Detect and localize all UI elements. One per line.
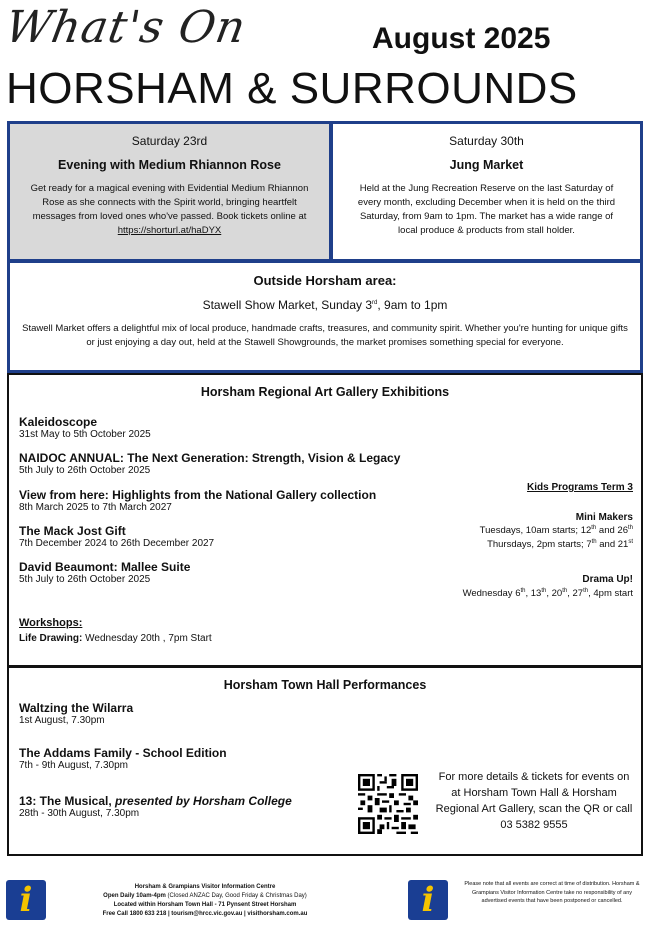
event-date: Saturday 23rd	[131, 134, 208, 148]
month-title: August 2025	[372, 22, 551, 55]
townhall-heading: Horsham Town Hall Performances	[223, 678, 427, 692]
region-title: HORSHAM & SURROUNDS	[6, 64, 578, 113]
event-description: Held at the Jung Recreation Reserve on the last Saturday of every month, excluding December when it is held on the third Saturday, from 9am to 1pm. The market has a wide range of local produce & products from stall holder.	[357, 183, 616, 236]
ticket-info: For more details & tickets for events on at Horsham Town Hall & Horsham Regional Art Gallery, scan the QR or call 03 5382 9555	[435, 771, 633, 831]
show-item: 13: The Musical, presented by Horsham College 28th - 30th August, 7.30pm	[19, 794, 292, 819]
phone-number[interactable]: 03 5382 9555	[500, 819, 568, 831]
centre-location: Located within Horsham Town Hall - 71 Pynsent Street Horsham	[113, 902, 297, 908]
disclaimer: Please note that all events are correct at time of distribution. Horsham & Grampians Visitor Information Centre take no responsibility of any advertised events that have been postponed or cancelled.	[464, 881, 640, 904]
visitor-centre-info	[80, 883, 330, 919]
outside-heading: Outside Horsham area:	[253, 273, 397, 288]
centre-name: Horsham & Grampians Visitor Information Centre	[134, 884, 276, 890]
show-item: The Addams Family - School Edition 7th - 9th August, 7.30pm	[19, 746, 227, 771]
event-card-jung-market	[330, 121, 643, 262]
gallery-heading: Horsham Regional Art Gallery Exhibitions	[200, 385, 450, 399]
event-description: Get ready for a magical evening with Evidential Medium Rhiannon Rose as she connects with the Spirit world, bringing heartfelt messages from loved ones who've passed. Book tickets online at	[30, 183, 309, 222]
booking-link[interactable]: https://shorturl.at/haDYX	[117, 225, 222, 236]
exhibition-item: NAIDOC ANNUAL: The Next Generation: Strength, Vision & Legacy 5th July to 26th October 2025	[19, 451, 401, 476]
life-drawing-line: Life Drawing: Wednesday 20th , 7pm Start	[19, 633, 212, 644]
show-item: Waltzing the Wilarra 1st August, 7.30pm	[19, 701, 134, 726]
drama-up-dates: Wednesday 6th, 13th, 20th, 27th, 4pm start	[462, 588, 633, 600]
outside-horsham-section	[7, 260, 643, 373]
kids-programs-heading: Kids Programs Term 3	[527, 482, 633, 493]
event-title: Evening with Medium Rhiannon Rose	[58, 158, 281, 172]
info-icon: i	[408, 880, 448, 920]
script-title: What's On	[1, 2, 251, 53]
exhibition-item: View from here: Highlights from the National Gallery collection 8th March 2025 to 7th March 2027	[19, 488, 377, 513]
stawell-description: Stawell Market offers a delightful mix of local produce, handmade crafts, treasures, and community spirit. Whether you're hunting for unique gifts or just enjoying a day out, held at the Stawell Showgrounds, the market promises something special for everyone.	[22, 323, 628, 348]
event-title: Jung Market	[449, 158, 524, 172]
gallery-section	[7, 373, 643, 667]
workshops-heading: Workshops:	[19, 617, 83, 629]
townhall-section	[7, 666, 643, 856]
centre-contact[interactable]: Free Call 1800 633 218 | tourism@hrcc.vic.gov.au | visithorsham.com.au	[102, 911, 308, 917]
mini-makers-title: Mini Makers	[575, 512, 633, 523]
opening-hours: Open Daily 10am-4pm (Closed ANZAC Day, Good Friday & Christmas Day)	[103, 893, 307, 899]
mini-makers-thursdays: Thursdays, 2pm starts; 7th and 21st	[487, 539, 633, 551]
event-card-rhiannon	[7, 121, 332, 262]
info-icon: i	[6, 880, 46, 920]
drama-up-title: Drama Up!	[582, 574, 633, 585]
exhibition-item: The Mack Jost Gift 7th December 2024 to 26th December 2027	[19, 524, 215, 549]
stawell-market-line: Stawell Show Market, Sunday 3rd, 9am to 1pm	[202, 298, 448, 312]
mini-makers-tuesdays: Tuesdays, 10am starts; 12th and 26th	[479, 525, 633, 537]
exhibition-item: David Beaumont: Mallee Suite 5th July to 26th October 2025	[19, 560, 191, 585]
exhibition-item: Kaleidoscope 31st May to 5th October 2025	[19, 415, 151, 440]
event-date: Saturday 30th	[449, 134, 524, 148]
qr-code-icon[interactable]	[358, 774, 418, 834]
